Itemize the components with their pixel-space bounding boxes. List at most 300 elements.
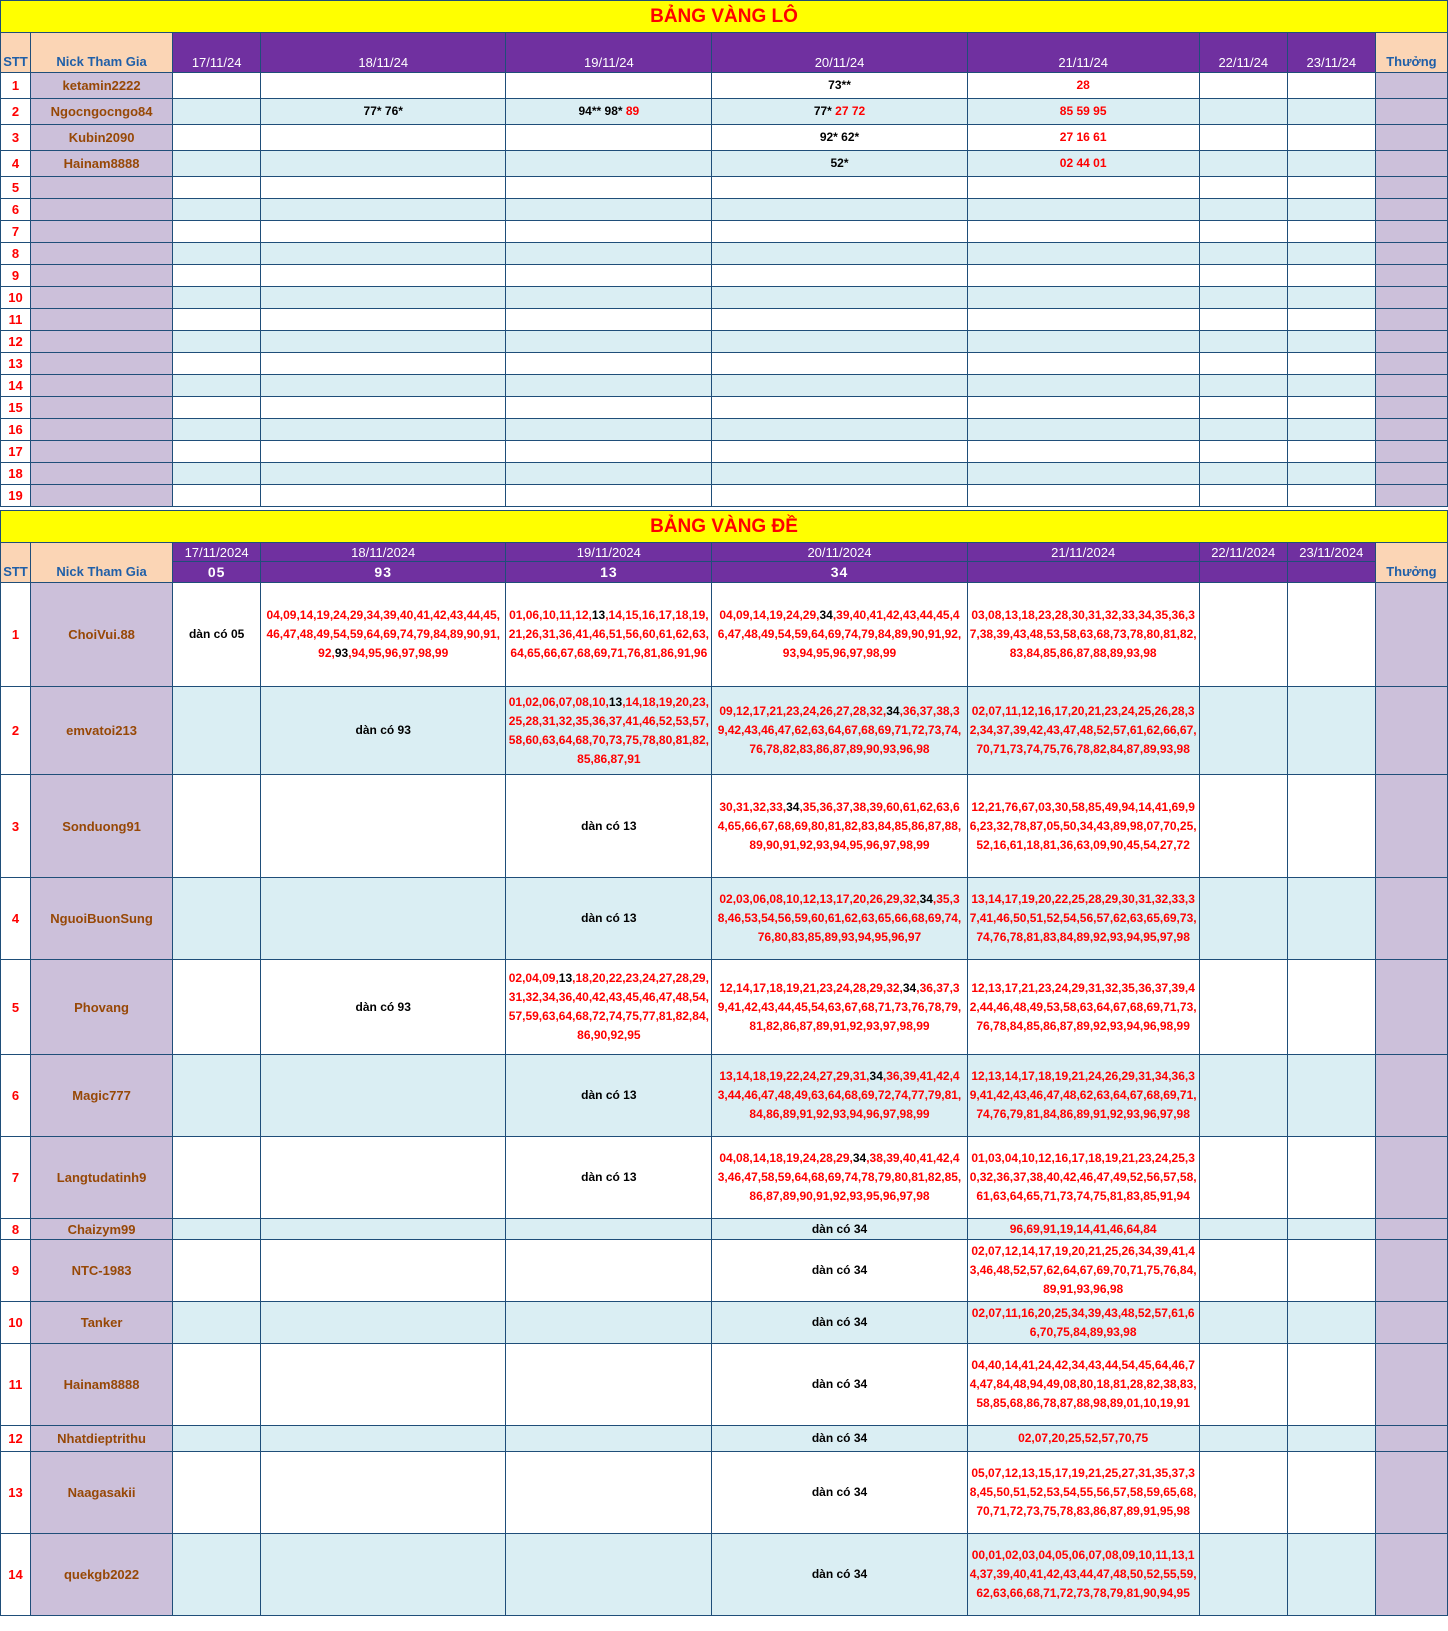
lo-prize-header: Thưởng [1375,33,1447,73]
de-row-number: 6 [1,1055,31,1137]
de-day-cell [712,775,967,878]
lo-day-cell [506,287,712,309]
de-day-cell [173,1344,261,1426]
lo-day-cell [261,199,506,221]
lo-day-cell [506,353,712,375]
lo-day-cell [506,243,712,265]
de-cell-text: ,36,37,39,41,42,43,44,45,54,63,67,68,71,73,76,78,79,81,82,86,87,89,91,92,93,97,98,99 [717,980,962,1033]
lo-day-cell [967,485,1199,507]
de-row-number: 1 [1,583,31,687]
lo-nick-name [31,309,173,331]
lo-day-cell [1287,221,1375,243]
de-cell-text: dàn có 13 [581,911,637,925]
de-day-cell [712,687,967,775]
de-cell-text: 12,13,14,17,18,19,21,24,26,29,31,34,36,39,41,42,43,46,47,48,62,63,64,67,68,69,71,74,76,79,81,84,86,89,91,92,93,96,97,98 [969,1069,1197,1121]
de-prize-cell [1375,687,1447,775]
de-cell-text: dàn có 34 [811,1377,868,1391]
lo-day-cell [261,177,506,199]
lo-day-cell [712,177,967,199]
lo-table-row [1,375,1448,397]
de-prize-cell [1375,775,1447,878]
de-prize-cell [1375,1219,1447,1240]
lo-cell-text: 92* 62* [819,130,860,144]
lo-day-cell [1287,419,1375,441]
de-result-value: 93 [261,562,506,583]
de-day-cell [712,1344,967,1426]
de-day-cell [1287,1344,1375,1426]
de-prize-cell [1375,1055,1447,1137]
de-day-cell [261,1219,506,1240]
de-cell-text: ,36,39,41,42,43,44,46,47,48,49,63,64,68,69,72,74,77,79,81,84,86,89,91,92,93,94,96,97,98,99 [717,1069,962,1121]
de-cell-text: 96,69,91,19,14,41,46,64,84 [1009,1221,1157,1236]
de-cell-text: 13 [591,608,606,622]
de-day-cell [712,1302,967,1344]
de-day-cell [506,1452,712,1534]
lo-day-cell [506,309,712,331]
de-day-cell [506,1219,712,1240]
lo-day-cell [967,243,1199,265]
lo-nick-name [31,265,173,287]
de-cell-text: 04,40,14,41,24,42,34,43,44,54,45,64,46,74,47,84,48,94,49,08,80,18,81,28,82,38,83,58,85,68,86,78,87,88,98,89,01,10,19,91 [969,1358,1197,1410]
lo-day-cell [506,441,712,463]
de-cell-text: 04,08,14,18,19,24,28,29, [719,1151,853,1165]
de-cell-text: ,94,95,96,97,98,99 [348,646,449,660]
de-day-cell [506,687,712,775]
lo-day-cell [506,397,712,419]
lo-day-cell [173,441,261,463]
lo-day-cell [712,73,967,99]
lo-day-cell [506,221,712,243]
lo-day-cell [967,397,1199,419]
lo-row-number: 9 [1,265,31,287]
de-cell-text: 04,09,14,19,24,29,34,39,40,41,42,43,44,45,46,47,48,49,54,59,64,69,74,79,84,89,90,91,92, [266,608,500,660]
lo-day-cell [712,125,967,151]
lo-day-cell [261,463,506,485]
de-cell-text: dàn có 93 [355,723,411,737]
de-day-cell [712,1534,967,1616]
de-cell-text: 34 [919,892,933,906]
de-cell-text: 13,14,18,19,22,24,27,29,31, [719,1069,870,1083]
lo-day-cell [1199,441,1287,463]
lo-day-cell [506,125,712,151]
de-day-cell [712,1240,967,1302]
de-row-number: 13 [1,1452,31,1534]
de-title: BẢNG VÀNG ĐỀ [1,511,1448,543]
de-day-cell [506,1534,712,1616]
lo-row-number: 18 [1,463,31,485]
de-cell-text: dàn có 34 [811,1221,868,1236]
lo-day-cell [261,221,506,243]
lo-prize-cell [1375,265,1447,287]
lo-day-cell [1199,151,1287,177]
de-nick-name: Magic777 [31,1055,173,1137]
lo-day-cell [506,375,712,397]
de-cell-text: dàn có 34 [811,1567,868,1581]
lo-day-cell [967,73,1199,99]
lo-day-cell [173,485,261,507]
lo-prize-cell [1375,309,1447,331]
de-prize-header: Thưởng [1375,543,1447,583]
lo-day-cell [712,463,967,485]
de-result-value: 13 [506,562,712,583]
lo-table-row [1,331,1448,353]
de-nick-name: Phovang [31,960,173,1055]
lo-table-row [1,463,1448,485]
lo-day-cell [1199,353,1287,375]
de-result-value: 05 [173,562,261,583]
lo-nick-name [31,375,173,397]
lo-day-cell [712,353,967,375]
lo-prize-cell [1375,353,1447,375]
lo-day-cell [173,73,261,99]
lo-nick-name [31,397,173,419]
de-day-cell [1287,1240,1375,1302]
de-day-cell [712,1055,967,1137]
de-day-cell [261,1534,506,1616]
lo-day-cell [967,419,1199,441]
lo-day-cell [173,375,261,397]
lo-day-cell [1287,243,1375,265]
lo-day-cell [261,441,506,463]
lo-day-cell [712,221,967,243]
de-cell-text: dàn có 34 [811,1263,868,1277]
de-cell-text: 00,01,02,03,04,05,06,07,08,09,10,11,13,14,37,39,40,41,42,43,44,47,48,50,52,55,59,62,63,66,68,71,72,73,78,79,81,90,94,95 [969,1548,1197,1600]
lo-title: BẢNG VÀNG LÔ [1,1,1448,33]
lo-row-number: 3 [1,125,31,151]
de-cell-text: 03,08,13,18,23,28,30,31,32,33,34,35,36,37,38,39,43,48,53,58,63,68,73,78,80,81,82,83,84,85,86,87,88,89,93,98 [969,608,1197,660]
lo-day-cell [712,331,967,353]
lo-cell-text: 52* [830,156,849,170]
lo-date-header: 20/11/24 [712,33,967,73]
lo-day-cell [1287,375,1375,397]
lo-day-cell [712,375,967,397]
lo-cell-text: 27 72 [835,104,866,118]
lo-day-cell [712,441,967,463]
lo-day-cell [261,353,506,375]
lo-prize-cell [1375,243,1447,265]
lo-day-cell [712,397,967,419]
bang-vang-de-table [0,510,1448,1616]
lo-nick-name [31,419,173,441]
lo-day-cell [1199,199,1287,221]
de-prize-cell [1375,1240,1447,1302]
lo-day-cell [967,177,1199,199]
de-prize-cell [1375,1344,1447,1426]
de-day-cell [173,1137,261,1219]
lo-day-cell [712,243,967,265]
de-cell-text: dàn có 34 [811,1431,868,1445]
lo-nick-name: Kubin2090 [31,125,173,151]
lo-day-cell [506,485,712,507]
de-day-cell [173,1534,261,1616]
de-day-cell [261,687,506,775]
de-day-cell [1199,1219,1287,1240]
de-nick-name: Tanker [31,1302,173,1344]
lo-day-cell [261,265,506,287]
de-day-cell [261,583,506,687]
de-cell-text: ,14,18,19,20,23,25,28,31,32,35,36,37,41,46,52,53,57,58,60,63,64,68,70,73,75,78,80,81,82,85,86,87,91 [508,694,709,766]
lo-day-cell [967,151,1199,177]
de-day-cell [712,1452,967,1534]
de-table-row [1,687,1448,775]
de-cell-text: 12,21,76,67,03,30,58,85,49,94,14,41,69,96,23,32,78,87,05,50,34,43,89,98,07,70,25,52,16,61,18,81,36,63,09,90,45,54,27,72 [969,799,1197,852]
de-cell-text: dàn có 13 [581,1088,637,1102]
de-date-header: 23/11/2024 [1287,543,1375,562]
lo-day-cell [1199,463,1287,485]
de-cell-text: 02,07,11,12,16,17,20,21,23,24,25,26,28,32,34,37,39,42,43,47,48,52,57,61,62,66,67,70,71,73,74,75,76,78,82,84,87,89,93,98 [969,704,1197,756]
de-day-cell [712,878,967,960]
lo-day-cell [261,243,506,265]
lo-day-cell [261,99,506,125]
de-nick-name: ChoiVui.88 [31,583,173,687]
de-cell-text: 13 [558,971,573,985]
lo-day-cell [1199,397,1287,419]
de-day-cell [1287,1219,1375,1240]
lo-row-number: 8 [1,243,31,265]
lo-nick-header: Nick Tham Gia [31,33,173,73]
de-row-number: 14 [1,1534,31,1616]
lo-date-header: 18/11/24 [261,33,506,73]
de-day-cell [1287,1055,1375,1137]
lo-day-cell [967,199,1199,221]
de-table-row [1,960,1448,1055]
de-day-cell [1287,1426,1375,1452]
de-stt-header: STT [1,543,31,583]
lo-prize-cell [1375,375,1447,397]
lo-cell-text: 27 16 61 [1059,130,1107,144]
de-table-row [1,1137,1448,1219]
de-day-cell [967,1426,1199,1452]
lo-day-cell [506,99,712,125]
lo-day-cell [173,151,261,177]
lo-day-cell [261,485,506,507]
lo-rows [1,73,1448,507]
de-day-cell [712,1137,967,1219]
lo-day-cell [1287,485,1375,507]
lo-row-number: 5 [1,177,31,199]
de-table-row [1,1055,1448,1137]
de-row-number: 8 [1,1219,31,1240]
de-day-cell [1199,1534,1287,1616]
de-cell-text: ,35,38,46,53,54,56,59,60,61,62,63,65,66,68,69,74,76,80,83,85,89,93,94,95,96,97 [717,892,962,944]
de-day-cell [967,878,1199,960]
lo-row-number: 14 [1,375,31,397]
lo-prize-cell [1375,441,1447,463]
lo-day-cell [506,419,712,441]
de-cell-text: 02,03,06,08,10,12,13,17,20,26,29,32, [719,892,920,906]
lo-day-cell [1287,287,1375,309]
de-day-cell [173,960,261,1055]
lo-day-cell [261,397,506,419]
de-day-cell [967,1240,1199,1302]
de-day-cell [1199,687,1287,775]
lo-day-cell [1199,309,1287,331]
de-day-cell [1287,775,1375,878]
de-cell-text: ,39,40,41,42,43,44,45,46,47,48,49,54,59,64,69,74,79,84,89,90,91,92,93,94,95,96,97,98,99 [717,608,962,660]
lo-day-cell [967,353,1199,375]
de-row-number: 7 [1,1137,31,1219]
de-day-cell [506,960,712,1055]
de-cell-text: 34 [902,980,917,995]
lo-table-row [1,125,1448,151]
de-date-header: 17/11/2024 [173,543,261,562]
de-day-cell [1199,878,1287,960]
de-row-number: 4 [1,878,31,960]
lo-day-cell [173,221,261,243]
de-day-cell [1287,687,1375,775]
lo-prize-cell [1375,331,1447,353]
lo-day-cell [261,287,506,309]
lo-day-cell [173,463,261,485]
lo-cell-text: 77* 76* [363,104,403,118]
de-day-cell [173,1240,261,1302]
lo-day-cell [967,99,1199,125]
de-day-cell [1199,1137,1287,1219]
lo-day-cell [1287,331,1375,353]
de-cell-text: 34 [852,1151,867,1165]
lo-day-cell [173,309,261,331]
de-row-number: 2 [1,687,31,775]
lo-day-cell [173,177,261,199]
lo-day-cell [712,485,967,507]
de-table-row [1,1302,1448,1344]
de-day-cell [1287,960,1375,1055]
de-cell-text: ,18,20,22,23,24,27,28,29,31,32,34,36,40,42,43,45,46,47,48,54,57,59,63,64,68,72,74,75,77,81,82,84,86,90,92,95 [508,971,709,1042]
lo-prize-cell [1375,73,1447,99]
lo-day-cell [1287,463,1375,485]
lo-row-number: 7 [1,221,31,243]
de-day-cell [1199,775,1287,878]
lo-date-header: 22/11/24 [1199,33,1287,73]
de-day-cell [506,1426,712,1452]
lo-day-cell [712,265,967,287]
de-day-cell [261,775,506,878]
de-day-cell [967,1219,1199,1240]
lo-date-header: 19/11/24 [506,33,712,73]
lo-day-cell [712,287,967,309]
lo-day-cell [967,375,1199,397]
lo-nick-name [31,331,173,353]
de-cell-text: 09,12,17,21,23,24,26,27,28,32, [719,704,887,718]
lo-table-row [1,199,1448,221]
lo-date-header: 23/11/24 [1287,33,1375,73]
de-cell-text: 13,14,17,19,20,22,25,28,29,30,31,32,33,37,41,46,50,51,52,54,56,57,62,63,65,69,73,74,76,78,81,83,84,89,92,93,94,95,97,98 [969,892,1197,944]
de-row-number: 12 [1,1426,31,1452]
de-day-cell [712,1219,967,1240]
lo-row-number: 12 [1,331,31,353]
lo-day-cell [261,125,506,151]
de-rows [1,583,1448,1616]
de-cell-text: 34 [819,608,833,622]
de-day-cell [1199,1302,1287,1344]
de-day-cell [967,1137,1199,1219]
lo-table-row [1,265,1448,287]
de-day-cell [261,878,506,960]
lo-row-number: 10 [1,287,31,309]
de-table-row [1,878,1448,960]
lo-row-number: 6 [1,199,31,221]
lo-table-row [1,221,1448,243]
de-table-row [1,775,1448,878]
de-day-cell [173,1055,261,1137]
lo-nick-name [31,287,173,309]
lo-day-cell [1199,99,1287,125]
lo-day-cell [1199,125,1287,151]
de-day-cell [506,1055,712,1137]
lo-nick-name: ketamin2222 [31,73,173,99]
de-result-value [967,562,1199,583]
de-cell-text: 02,07,12,14,17,19,20,21,25,26,34,39,41,43,46,48,52,57,62,64,67,69,70,71,75,76,84,89,91,93,96,98 [969,1244,1197,1296]
de-day-cell [1199,960,1287,1055]
lo-day-cell [1199,221,1287,243]
lo-day-cell [1287,265,1375,287]
lo-row-number: 13 [1,353,31,375]
de-day-cell [967,960,1199,1055]
de-day-cell [173,583,261,687]
de-day-cell [1287,1137,1375,1219]
lo-cell-text: 85 59 95 [1059,104,1107,118]
lo-day-cell [506,177,712,199]
lo-table-row [1,177,1448,199]
lo-nick-name: Hainam8888 [31,151,173,177]
de-nick-name: Langtudatinh9 [31,1137,173,1219]
lo-day-cell [506,463,712,485]
de-cell-text: 30,31,32,33, [719,799,787,814]
lo-day-cell [1287,199,1375,221]
de-date-header: 19/11/2024 [506,543,712,562]
lo-cell-text: 89 [625,104,640,118]
lo-day-cell [967,309,1199,331]
de-day-cell [967,775,1199,878]
lo-day-cell [506,265,712,287]
de-day-cell [173,775,261,878]
de-day-cell [1199,1426,1287,1452]
de-date-header: 18/11/2024 [261,543,506,562]
de-cell-text: dàn có 34 [811,1485,868,1499]
de-nick-name: Nhatdieptrithu [31,1426,173,1452]
lo-day-cell [1199,485,1287,507]
de-date-header: 20/11/2024 [712,543,967,562]
de-cell-text: 13 [608,694,623,709]
lo-day-cell [1199,177,1287,199]
lo-nick-name: Ngocngocngo84 [31,99,173,125]
de-day-cell [967,1055,1199,1137]
lo-day-cell [967,463,1199,485]
lo-nick-name [31,177,173,199]
bang-vang-lo-table [0,0,1448,507]
de-nick-name: Chaizym99 [31,1219,173,1240]
de-day-cell [173,1452,261,1534]
de-day-cell [173,1302,261,1344]
de-day-cell [506,1240,712,1302]
de-day-cell [506,1302,712,1344]
lo-table-row [1,287,1448,309]
de-nick-name: Sonduong91 [31,775,173,878]
de-day-cell [1199,1055,1287,1137]
lo-day-cell [173,125,261,151]
lo-day-cell [173,243,261,265]
de-cell-text: ,38,39,40,41,42,43,46,47,58,59,64,68,69,74,78,79,80,81,82,85,86,87,89,90,91,92,93,95,96,97,98 [717,1151,962,1203]
de-day-cell [261,1426,506,1452]
lo-day-cell [261,331,506,353]
de-row-number: 9 [1,1240,31,1302]
lo-table-row [1,309,1448,331]
de-day-cell [967,1452,1199,1534]
de-cell-text: 05,07,12,13,15,17,19,21,25,27,31,35,37,38,45,50,51,52,53,54,55,56,57,58,59,65,68,70,71,72,73,75,78,83,86,87,89,91,95,98 [969,1466,1197,1518]
lo-day-cell [1287,309,1375,331]
lo-prize-cell [1375,99,1447,125]
de-prize-cell [1375,1426,1447,1452]
